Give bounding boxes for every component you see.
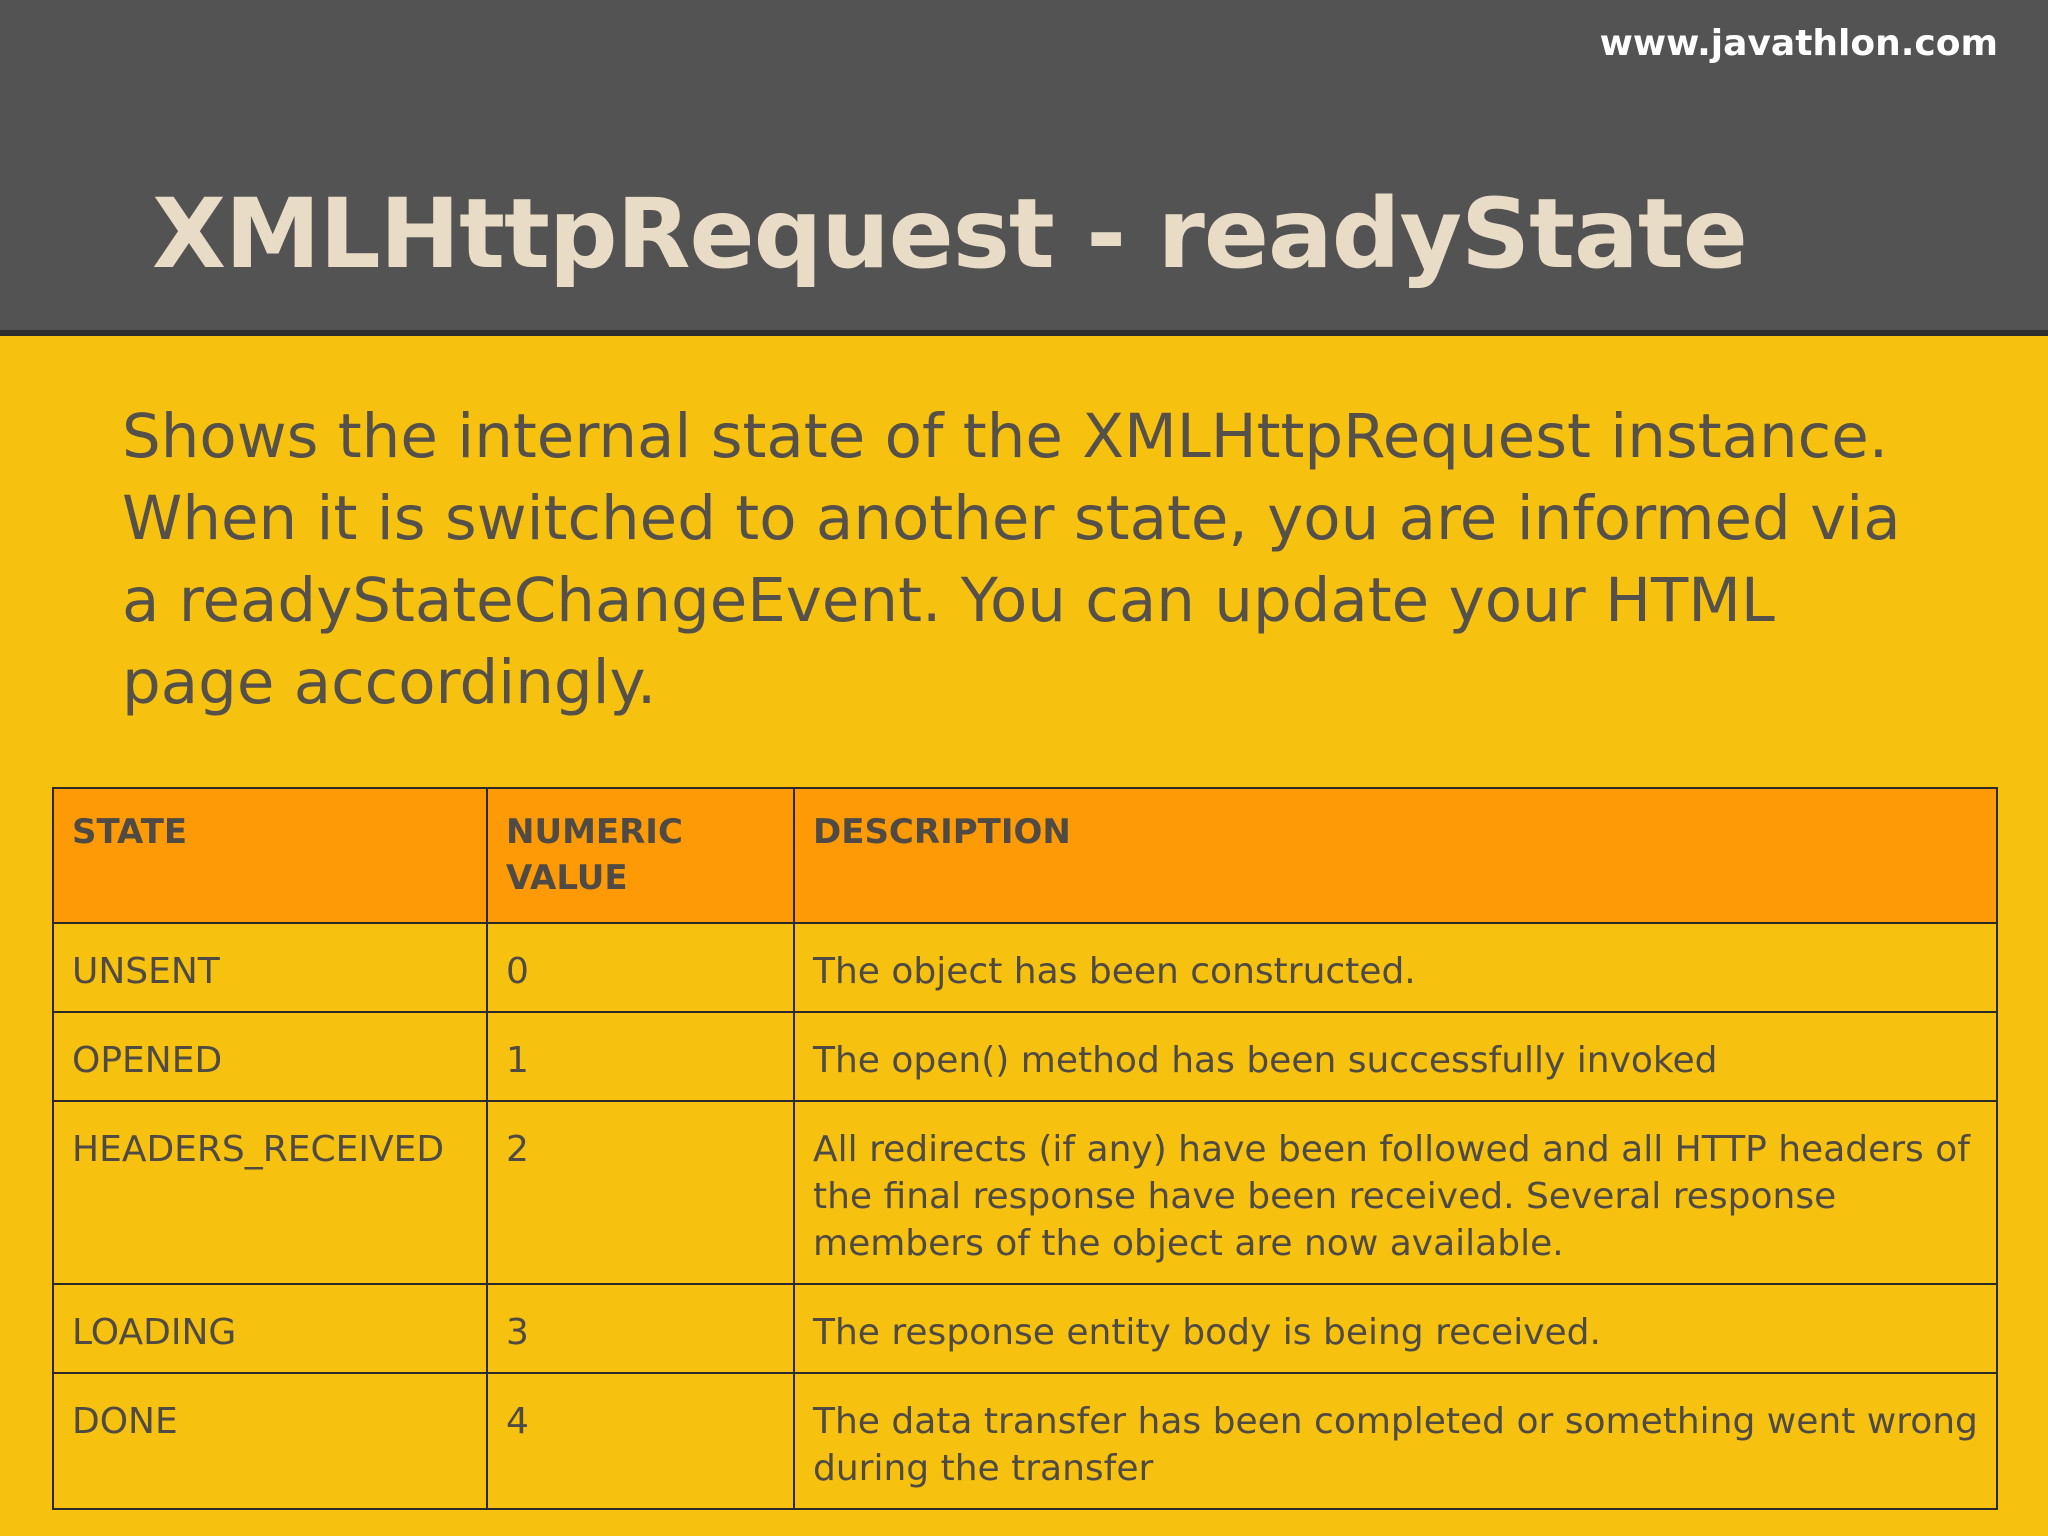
description-line: members of the object are now available. xyxy=(813,1223,1564,1264)
header-state: STATE xyxy=(53,788,487,923)
slide-title: XMLHttpRequest - readyState xyxy=(152,178,1747,290)
table-header-row xyxy=(53,788,1997,923)
description-line: All redirects (if any) have been followed and all HTTP headers of xyxy=(813,1129,1970,1170)
description-cell xyxy=(794,1373,1997,1509)
header-numeric-value-line: NUMERIC xyxy=(506,812,683,852)
header-numeric-value-line: VALUE xyxy=(506,858,628,898)
value-cell: 1 xyxy=(487,1012,794,1101)
description-line: during the transfer xyxy=(813,1448,1154,1489)
header-description: DESCRIPTION xyxy=(794,788,1997,923)
intro-line: page accordingly. xyxy=(122,647,657,718)
table-row xyxy=(53,923,1997,1012)
description-line: The object has been constructed. xyxy=(813,951,1416,992)
value-cell: 4 xyxy=(487,1373,794,1509)
table-row xyxy=(53,1373,1997,1509)
description-cell xyxy=(794,1101,1997,1284)
description-cell xyxy=(794,923,1997,1012)
value-cell: 0 xyxy=(487,923,794,1012)
description-line: The open() method has been successfully invoked xyxy=(813,1040,1718,1081)
description-line: the final response have been received. Several response xyxy=(813,1176,1837,1217)
table-row xyxy=(53,1284,1997,1373)
header-numeric-value xyxy=(487,788,794,923)
site-url: www.javathlon.com xyxy=(1599,23,1998,64)
description-line: The response entity body is being received. xyxy=(813,1312,1601,1353)
slide-header xyxy=(0,0,2048,336)
state-cell: LOADING xyxy=(53,1284,487,1373)
state-cell: OPENED xyxy=(53,1012,487,1101)
intro-paragraph xyxy=(122,396,1982,724)
intro-line: a readyStateChangeEvent. You can update your HTML xyxy=(122,565,1775,636)
table-row xyxy=(53,1101,1997,1284)
description-cell xyxy=(794,1284,1997,1373)
intro-line: When it is switched to another state, you are informed via xyxy=(122,483,1901,554)
value-cell: 3 xyxy=(487,1284,794,1373)
description-line: The data transfer has been completed or something went wrong xyxy=(813,1401,1978,1442)
state-cell: UNSENT xyxy=(53,923,487,1012)
state-cell: DONE xyxy=(53,1373,487,1509)
ready-state-table xyxy=(52,787,1998,1510)
description-cell xyxy=(794,1012,1997,1101)
state-cell: HEADERS_RECEIVED xyxy=(53,1101,487,1284)
intro-line: Shows the internal state of the XMLHttpRequest instance. xyxy=(122,401,1889,472)
value-cell: 2 xyxy=(487,1101,794,1284)
table-row xyxy=(53,1012,1997,1101)
